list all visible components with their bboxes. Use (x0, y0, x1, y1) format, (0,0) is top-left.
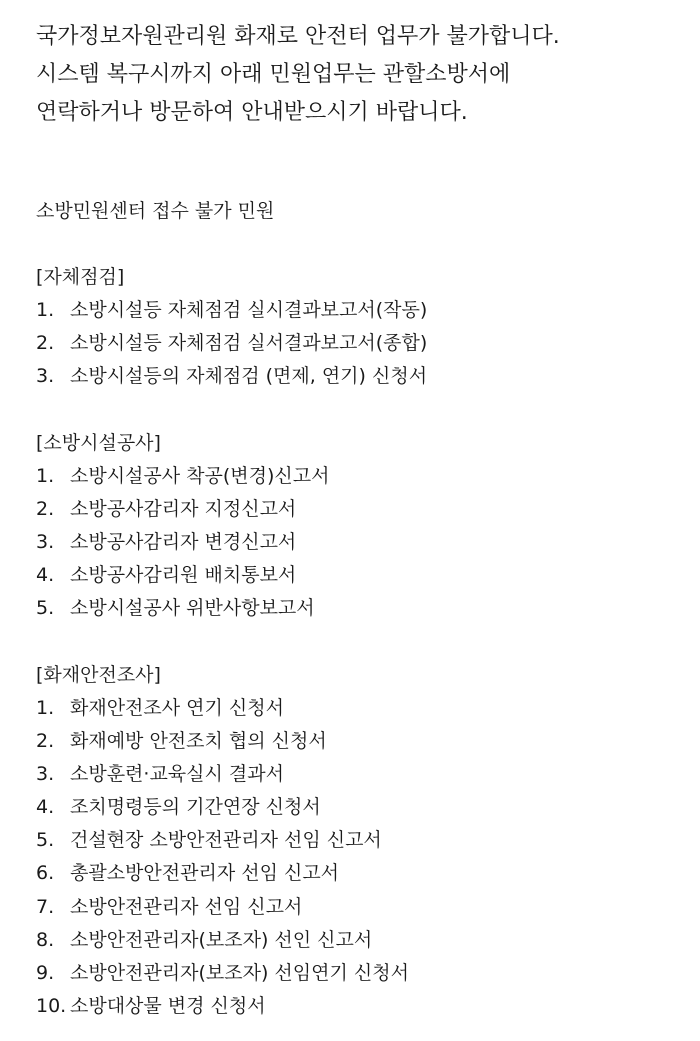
section-heading: [화재안전조사] (36, 663, 161, 686)
item-text: 소방공사감리원 배치통보서 (70, 564, 297, 587)
item-text: 소방공사감리자 지정신고서 (70, 497, 297, 520)
list-item (36, 758, 427, 791)
item-text: 조치명령등의 기간연장 신청서 (70, 796, 321, 819)
item-number: 9. (36, 962, 55, 984)
item-text: 소방공사감리자 변경신고서 (70, 530, 297, 553)
item-text: 소방시설공사 위반사항보고서 (70, 597, 315, 620)
list-item (36, 327, 427, 360)
item-number: 3. (36, 762, 55, 785)
list-item (36, 460, 427, 493)
item-number: 4. (36, 796, 55, 819)
item-number: 8. (36, 928, 55, 951)
item-text: 소방시설등의 자체점검 (면제, 연기) 신청서 (70, 365, 428, 388)
spacer (36, 394, 427, 427)
item-number: 2. (36, 497, 55, 520)
list-item (36, 857, 427, 890)
item-number: 7. (36, 895, 55, 918)
list-item (36, 592, 427, 625)
list-item (36, 294, 427, 327)
notice-line: 국가정보자원관리원 화재로 안전터 업무가 불가합니다. (36, 24, 560, 49)
item-text: 소방시설공사 착공(변경)신고서 (70, 464, 330, 487)
item-list (36, 460, 427, 626)
item-number: 4. (36, 564, 55, 587)
list-item (36, 360, 427, 393)
list-item (36, 791, 427, 824)
item-text: 소방대상물 변경 신청서 (70, 995, 266, 1018)
item-text: 소방안전관리자(보조자) 선인 신고서 (70, 928, 373, 951)
item-text: 소방안전관리자 선임 신고서 (70, 895, 303, 918)
section-self-inspection (36, 261, 427, 394)
list-item (36, 824, 427, 857)
item-text: 화재안전조사 연기 신청서 (70, 696, 284, 719)
list-item (36, 891, 427, 924)
item-list (36, 692, 427, 1024)
item-number: 5. (36, 829, 55, 852)
item-number: 3. (36, 365, 55, 388)
document-body (36, 195, 427, 1023)
notice-line: 연락하거나 방문하여 안내받으시기 바랍니다. (36, 100, 468, 125)
notice-line: 시스템 복구시까지 아래 민원업무는 관할소방서에 (36, 62, 511, 87)
item-text: 건설현장 소방안전관리자 선임 신고서 (70, 829, 382, 852)
page-title: 소방민원센터 접수 불가 민원 (36, 200, 275, 222)
item-text: 소방훈련·교육실시 결과서 (70, 762, 284, 785)
item-text: 소방시설등 자체점검 실서결과보고서(종합) (70, 332, 428, 355)
list-item (36, 493, 427, 526)
section-fire-facility-construction (36, 427, 427, 626)
item-number: 3. (36, 530, 55, 553)
item-text: 소방시설등 자체점검 실시결과보고서(작동) (70, 299, 428, 321)
item-number: 1. (36, 464, 55, 487)
list-item (36, 559, 427, 592)
item-text: 화재예방 안전조치 협의 신청서 (70, 729, 327, 752)
section-fire-safety-inspection (36, 659, 427, 1024)
notice-message (36, 18, 560, 132)
section-heading: [소방시설공사] (36, 431, 161, 454)
spacer (36, 228, 427, 261)
list-item (36, 990, 427, 1023)
list-item (36, 692, 427, 725)
item-number: 2. (36, 332, 55, 355)
list-item (36, 725, 427, 758)
item-number: 6. (36, 862, 55, 885)
spacer (36, 626, 427, 659)
item-list (36, 294, 427, 394)
item-text: 소방안전관리자(보조자) 선임연기 신청서 (70, 962, 409, 984)
item-text: 총괄소방안전관리자 선임 신고서 (70, 862, 340, 885)
list-item (36, 957, 427, 990)
list-item (36, 526, 427, 559)
list-item (36, 924, 427, 957)
item-number: 5. (36, 597, 55, 620)
item-number: 2. (36, 729, 55, 752)
section-heading: [자체점검] (36, 266, 125, 288)
item-number: 10. (36, 995, 67, 1018)
item-number: 1. (36, 299, 55, 321)
item-number: 1. (36, 696, 55, 719)
